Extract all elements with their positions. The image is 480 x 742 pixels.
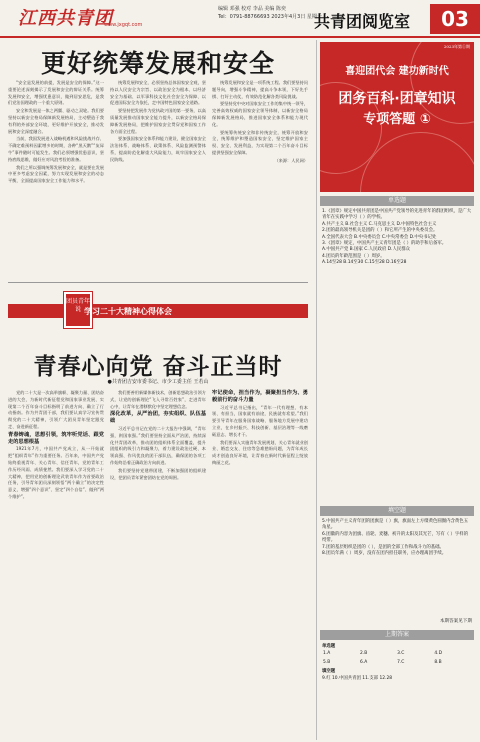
poster-issue: 2023年第①期 [443,44,470,49]
quiz-line: 3.《团章》规定，中国共产主义青年团是（ ）的助手和后备军。 [322,241,447,247]
quiz-line: 8.团员年满（ ）周岁，没有在团内担任职务，应办理离团手续。 [322,551,447,557]
answer-cell: 5.B [323,659,331,665]
answers-row [322,659,472,667]
answers-block [322,644,472,682]
article1-column-2 [110,80,206,165]
paragraph: 要坚持把发展作为党执政兴国的第一要务，以高质量发展推动国家安全能力提升，以新安全格局保障新发展格局，把维护国家安全贯穿党和国家工作各方面全过程。 [110,108,206,134]
article2-title: 青春心向党 奋斗正当时 [33,353,283,380]
logo-subtitle: www.jxgqt.com [104,22,143,28]
paragraph: 习近平总书记在党的二十大报告中强调，“青年强，则国家强。”我们要坚持全面从严治团，持续深化共青团改革，推动团的组织体系全面覆盖，提升团组织的吸引力和凝聚力，着力建设政治过硬、本领高强、作风优良的团干部队伍，确保团的各项工作始终沿着正确政治方向前进。 [110,425,206,465]
answers-fill-label: 填空题 [322,669,336,675]
paragraph: 党的二十大是一次高举旗帜、凝聚力量、团结奋进的大会，为新时代新征程党和国家事业发展、实现第二个百年奋斗目标指明了前进方向、确立了行动指南。作为共青团干部，我们要认真学习宣传贯彻党的二十大精神，引领广大团员青年坚定跟党走、奋进新征程。 [8,390,104,429]
article2-column-2 [110,390,206,482]
paragraph: 我们之所以强调统筹发展和安全，就是要在发展中更多考虑安全因素，努力实现发展和安全的动态平衡，全面提高国家安全工作能力和水平。 [8,164,104,184]
answer-cell: 1.A [323,651,331,657]
subheading: 青春铸魂，思想引领，筑牢听党话、跟党走的思想根基 [8,431,104,445]
article2-column-1 [8,390,104,502]
section-title: 共青团阅览室 [314,12,411,31]
answer-cell: 6.A [360,659,368,665]
article2-column-3 [212,390,308,468]
paragraph: 我们要深入实施青年发展规划，关心青年就业创业、婚恋交友、住房等急难愁盼问题，为青年成长成才创造良好环境，让青春在新时代新征程上绽放绚丽之花。 [212,439,308,465]
banner-title: 学习二十大精神心得体会 [84,307,172,316]
paragraph: 统筹发展和安全是一项系统工程。我们要坚持问题导向，增强斗争精神，提高斗争本领，下好先手棋、打好主动仗，有效防范化解各类风险挑战。 [212,80,308,99]
answers-single-label: 单选题 [322,644,336,649]
paragraph: 安全和发展是一体之两翼、驱动之双轮。我们要坚持以新安全格局保障新发展格局，主动塑造于我有利的外部安全环境，更好维护开放安全，推动发展和安全深度融合。 [8,108,104,134]
paragraph: 1921年7月，中国共产党成立，从一开始就把“组织青年”作为重要任务。百年来，中国共产党始终重视青年、关心青年、信任青年，党的青年工作历经风雨、成绩斐然。我们要深入学习党的二十大精神，把用党的创新理论武装青年作为首要政治任务，引导青年团员深刻领悟“两个确立”的决定性意义，增强“四个意识”、坚定“四个自信”、做到“两个维护”。 [8,446,104,499]
quiz-line: 5.中国共产主义青年团的团旗是（ ）旗，旗面左上方缀黄色圆圈内含黄色五角星。 [322,519,469,531]
feature-banner [8,286,308,340]
quiz-poster [320,42,474,192]
subheading: 牢记使命，担当作为，凝聚担当作为、勇毅前行的奋斗力量 [212,390,308,403]
quiz-line: 4.团员的年龄范围是（ ）周岁。 [322,253,385,259]
answers-fill: 9.红 10.中国共青团 11.支部 12.28 [322,675,393,681]
poster-headline: 喜迎团代会 建功新时代 [345,66,449,77]
paragraph: 统筹发展和安全，必须坚持总体国家安全观，坚持以人民安全为宗旨、以政治安全为根本、以经济安全为基础、以军事科技文化社会安全为保障、以促进国际安全为依托，走中国特色国家安全道路。 [110,80,206,106]
meta-line-2: Tel：0791-88766693 2023年4月3日 星期一 [218,14,322,20]
fill-blank-heading: 填空题 [320,506,474,516]
article1-title: 更好统筹发展和安全 [40,49,275,78]
paragraph: 习近平总书记指出，“青年一代有理想、有本领、有担当，国家就有前途，民族就有希望。”我们要引导青年在服务国家战略、服务地方发展中建功立业，在乡村振兴、科技创新、基层治理等一线磨砺意志、增长才干。 [212,404,308,437]
quiz-line: A.14至28 B.14至30 C.15至28 D.16至28 [322,260,407,266]
paragraph: （来源：人民网） [274,157,308,163]
poster-title: 团务百科·团章知识 [338,91,456,107]
quiz-line: A.共产主义 B.社会主义 C.马克思主义 D.中国特色社会主义 [322,221,437,227]
answer-cell: 8.B [434,659,442,665]
poster-subtitle: 专项答题 ① [363,112,431,127]
answer-cell: 2.B [360,651,368,657]
paragraph: 要加强国家安全体系和能力建设，健全国家安全法治体系、战略体系、政策体系、风险监测预警体系，提高防范化解重大风险能力，筑牢国家安全人民防线。 [110,136,206,162]
subheading: 深化改革，从严治团，夯实组织、队伍基础 [110,411,206,425]
quiz-line: 7.团的基层组织是团的（ ），是团的全部工作和战斗力的基础。 [322,544,444,550]
article1-column-1 [8,80,104,186]
paragraph: 我们要坚持党建带团建，不断加强团的组织建设，把团员青年紧密团结在党的周围。 [110,467,206,480]
paragraph: 我们要善用新媒体新技术，创新思想政治引领方式，让党的创新理论“飞入寻常百姓家”，走进青年心中，让青年在潜移默化中坚定理想信念。 [110,390,206,409]
newspaper-logo: 江西共青团 [18,8,113,29]
answer-note: 本期答案见下期 [439,619,472,624]
page-number: 03 [430,4,480,34]
answers-row [322,650,472,658]
paragraph: 要坚持党中央对国家安全工作的集中统一领导，完善高效权威的国家安全领导体制，以新安全格局保障新发展格局，推进国家安全体系和能力现代化。 [212,101,308,127]
meta-line-1: 编辑 邓强 校对 李品 美编 陈奕 [218,6,286,12]
answer-cell: 7.C [397,659,405,665]
fill-blank-questions [322,519,472,557]
answer-cell: 3.C [397,651,405,657]
paragraph: 当前，我国发展进入战略机遇和风险挑战并存、不确定难预料因素增多的时期，各种“黑天鹅”“灰犀牛”事件随时可能发生。我们必须增强忧患意识，坚持底线思维，做好应对风浪考验的准备。 [8,136,104,162]
single-choice-heading: 单选题 [320,196,474,206]
article2-byline: ●共青团吉安市委书记、市少工委主任 王若山 [107,379,209,385]
quiz-line: A.全国代表大会 B.中央委员会 C.中央常委会 D.中央书记处 [322,234,437,240]
quiz-line: 6.团徽的内容为团旗、齿轮、麦穗、初升的太阳及其光芒，写有（ ）字样的绶带。 [322,531,469,544]
paragraph: “安全是发展的前提，发展是安全的保障。”这一重要论述深刻揭示了发展和安全的辩证关系。统筹发展和安全，增强忧患意识，做到居安思危，是我们党治国理政的一个重大原则。 [8,80,104,106]
editor-meta [218,5,322,21]
answers-table [322,650,472,667]
masthead [0,0,480,38]
answer-cell: 4.D [434,651,442,657]
quiz-line: 1.《团章》规定中国共青团是中国共产党领导的先进青年的群团组织，是广大青年在实践中学习（ ）的学校。 [322,209,472,221]
section-divider [8,282,308,283]
answers-heading: 上期答案 [320,630,474,640]
quiz-line: A.中国共产党 B.国家 C.人民政府 D.人民群众 [322,247,411,253]
banner-badge: 团员青年说 [64,292,92,328]
article1-column-3 [212,80,308,166]
single-choice-questions [322,209,472,267]
quiz-line: 2.团的最高领导机关是团的（ ）和它所产生的中央委员会。 [322,228,438,234]
paragraph: 要统筹传统安全和非传统安全，统筹开放和安全，统筹维护和塑造国家安全，坚定维护国家主权、安全、发展利益，为实现第二个百年奋斗目标提供坚强安全保障。 [212,129,308,155]
